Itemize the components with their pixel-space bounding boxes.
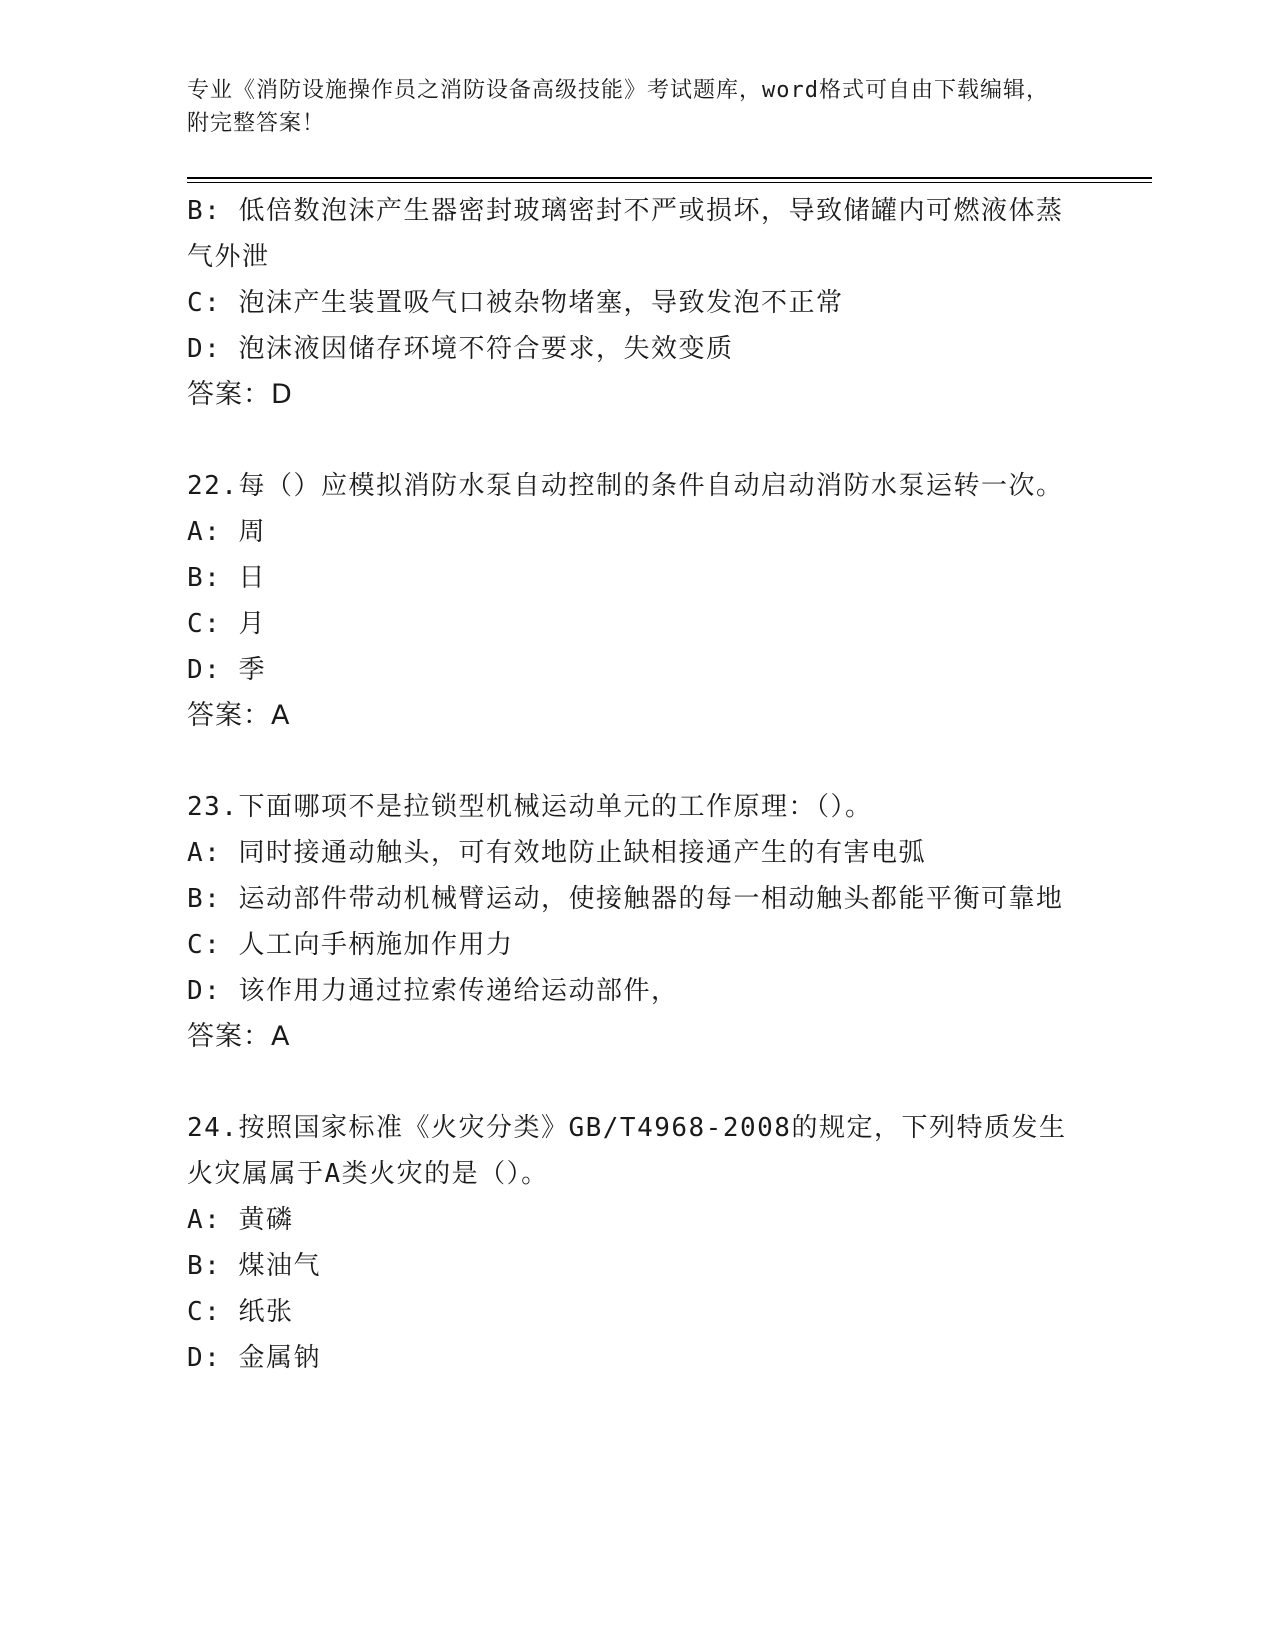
- option-a: A: 同时接通动触头，可有效地防止缺相接通产生的有害电弧: [187, 838, 926, 868]
- option-c: C: 月: [187, 609, 266, 639]
- answer: 答案：A: [187, 700, 291, 731]
- spacer: [187, 1060, 1077, 1105]
- option-d: D: 泡沫液因储存环境不符合要求，失效变质: [187, 334, 734, 364]
- option-c: C: 人工向手柄施加作用力: [187, 930, 514, 960]
- option-a: A: 周: [187, 517, 266, 547]
- option-b: B: 低倍数泡沫产生器密封玻璃密封不严或损坏，导致储罐内可燃液体蒸气外泄: [187, 196, 1064, 272]
- header-divider-thick: [187, 177, 1152, 179]
- option-a: A: 黄磷: [187, 1205, 294, 1235]
- question-list: [187, 188, 1077, 1381]
- document-header: 专业《消防设施操作员之消防设备高级技能》考试题库，word格式可自由下载编辑，附完整答案！: [187, 78, 1049, 136]
- option-c: C: 泡沫产生装置吸气口被杂物堵塞，导致发泡不正常: [187, 288, 844, 318]
- question-23: [187, 784, 1077, 1060]
- answer: 答案：A: [187, 1021, 291, 1052]
- option-b: B: 运动部件带动机械臂运动，使接触器的每一相动触头都能平衡可靠地: [187, 884, 1064, 914]
- spacer: [187, 739, 1077, 784]
- question-21: [187, 188, 1077, 418]
- option-c: C: 纸张: [187, 1297, 294, 1327]
- spacer: [187, 418, 1077, 463]
- question-stem: 24.按照国家标准《火灾分类》GB/T4968-2008的规定，下列特质发生火灾属属于A类火灾的是（）。: [187, 1113, 1067, 1189]
- header-divider-thin: [187, 182, 1152, 183]
- option-d: D: 金属钠: [187, 1343, 321, 1373]
- question-stem: 22.每（）应模拟消防水泵自动控制的条件自动启动消防水泵运转一次。: [187, 471, 1064, 501]
- option-d: D: 该作用力通过拉索传递给运动部件，: [187, 976, 679, 1006]
- option-b: B: 煤油气: [187, 1251, 321, 1281]
- question-stem: 23.下面哪项不是拉锁型机械运动单元的工作原理：（）。: [187, 792, 873, 822]
- option-b: B: 日: [187, 563, 266, 593]
- question-22: [187, 463, 1077, 739]
- answer: 答案：D: [187, 379, 293, 410]
- question-24: [187, 1105, 1077, 1381]
- option-d: D: 季: [187, 655, 266, 685]
